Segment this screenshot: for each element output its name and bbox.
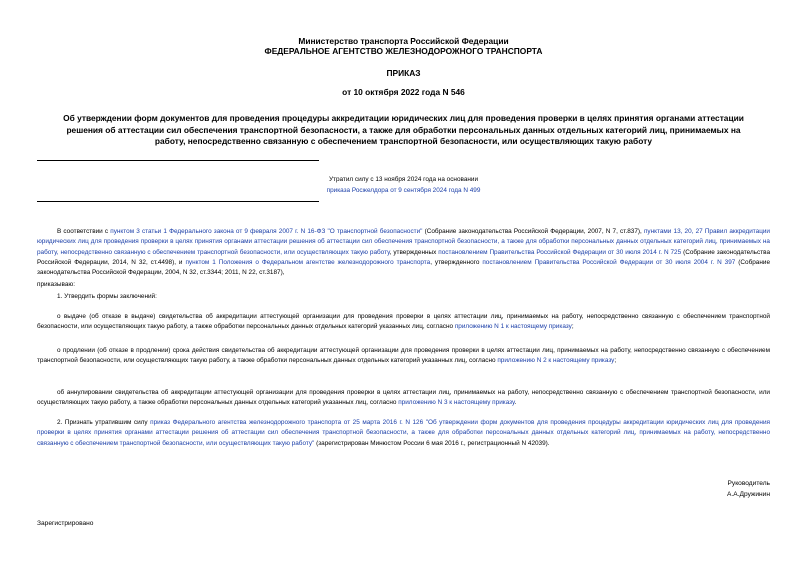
signer-name: А.А.Дружинин bbox=[727, 491, 770, 498]
preamble-text: (Собрание законодательства Российской Федерации, 2007, N 7, ст.837), bbox=[422, 228, 644, 235]
item-1: 1. Утвердить формы заключений: bbox=[57, 293, 157, 300]
form-1-end: ; bbox=[571, 323, 574, 331]
preamble-text: (Собрание законодательства Российской Федерации, 2004, N 32, ст.3344; 2011, N 22, ст.3187), bbox=[37, 258, 771, 277]
preamble-text: , утвержденных bbox=[389, 248, 439, 256]
orders-word: приказываю: bbox=[37, 281, 75, 288]
lapse-notice-line2 bbox=[0, 185, 807, 196]
form-2-text: о продлении (об отказе в продлении) срока действия свидетельства об аккредитации аттестующей организации для проведения проверки в целях аттестации лиц, принимаемых на работу, непосредственно связанную с обеспечением транспортной безопасности, или осуществляющих такую работу, а также обработки персональных данных отдельных категорий указанных лиц, согласно bbox=[37, 347, 770, 365]
appendix-2-link[interactable]: приложению N 2 к настоящему приказу bbox=[497, 357, 615, 365]
appendix-1-link[interactable]: приложению N 1 к настоящему приказу bbox=[454, 323, 572, 331]
preamble-text: , утвержденного bbox=[430, 258, 483, 266]
law-16fz-link[interactable]: пунктом 3 статьи 1 Федерального закона от 9 февраля 2007 г. N 16-ФЗ "О транспортной безопасности" bbox=[110, 228, 423, 235]
form-3-end: . bbox=[514, 399, 517, 407]
form-3-paragraph bbox=[37, 388, 770, 409]
divider-top bbox=[37, 160, 319, 161]
document-date-number: от 10 октября 2022 года N 546 bbox=[342, 87, 465, 97]
agency-name: ФЕДЕРАЛЬНОЕ АГЕНТСТВО ЖЕЛЕЗНОДОРОЖНОГО ТРАНСПОРТА bbox=[264, 46, 543, 56]
item-2-text: 2. Признать утратившим силу bbox=[57, 419, 151, 426]
form-2-paragraph bbox=[37, 346, 770, 367]
form-3-text: об аннулировании свидетельства об аккредитации аттестующей организации для проведения проверки в целях аттестации лиц, принимаемых на работу, непосредственно связанную с обеспечением транспортной безопасности, или осуществляющих такую работу, а также обработки персональных данных отдельных категорий указанных лиц, согласно bbox=[37, 389, 770, 407]
resolution-725-link[interactable]: постановлением Правительства Российской Федерации от 30 июля 2014 г. N 725 bbox=[438, 248, 682, 256]
registered-label: Зарегистрировано bbox=[37, 520, 94, 527]
lapse-order-link[interactable]: приказа Росжелдора от 9 сентября 2024 года N 499 bbox=[326, 187, 481, 194]
agency-regulation-link[interactable]: пунктом 1 Положения о Федеральном агентстве железнодорожного транспорта bbox=[185, 258, 431, 266]
preamble-paragraph bbox=[37, 227, 770, 278]
ministry-name: Министерство транспорта Российской Федерации bbox=[298, 36, 509, 46]
preamble-text: (Собрание законодательства Российской Федерации, 2014, N 32, ст.4498), и bbox=[37, 248, 770, 266]
accreditation-rules-link[interactable]: пунктами 13, 20, 27 Правил аккредитации юридических лиц для проведения проверки в целях принятия органами аттестации решения об аттестации сил обеспечения транспортной безопасности, а также для обработки персональных данных отдельных категорий лиц, принимаемых на работу, непосредственно связанную с обеспечением транспортной безопасности, или осуществляющих такую работу bbox=[37, 228, 770, 256]
repealed-order-126-link[interactable]: приказ Федерального агентства железнодорожного транспорта от 25 марта 2016 г. N 126 "Об утверждении форм документов для проведения процедуры аккредитации юридических лиц для проведения проверки в целях принятия органами аттестации решения об аттестации сил обеспечения транспортной безопасности, а также для обработки персональных данных отдельных категорий лиц, принимаемых на работу, непосредственно связанную с обеспечением транспортной безопасности, или осуществляющих такую работу" bbox=[37, 419, 770, 447]
preamble-text: В соответствии с bbox=[57, 228, 111, 235]
form-2-end: ; bbox=[614, 357, 617, 365]
lapse-notice: Утратил силу с 13 ноября 2024 года на основании bbox=[328, 176, 479, 183]
document-title: Об утверждении форм документов для проведения процедуры аккредитации юридических лиц для проведения проверки в целях принятия органами аттестации решения об аттестации сил обеспечения транспортной безопасности, а также для обработки персональных данных отдельных категорий лиц, принимаемых на работу, непосредственно связанную с обеспечением транспортной безопасности, или осуществляющих такую работу bbox=[63, 113, 744, 147]
divider-bottom bbox=[37, 201, 319, 202]
item-2-paragraph bbox=[37, 418, 770, 449]
resolution-397-link[interactable]: постановлением Правительства Российской Федерации от 30 июля 2004 г. N 397 bbox=[482, 258, 736, 266]
appendix-3-link[interactable]: приложению N 3 к настоящему приказу bbox=[398, 399, 515, 407]
document-type: ПРИКАЗ bbox=[386, 68, 421, 78]
item-2-end: (зарегистрирован Минюстом России 6 мая 2016 г., регистрационный N 42039). bbox=[314, 439, 550, 447]
form-1-paragraph bbox=[37, 312, 770, 333]
form-1-text: о выдаче (об отказе в выдаче) свидетельства об аккредитации аттестующей организации для проведения проверки в целях аттестации лиц, принимаемых на работу, непосредственно связанную с обеспечением транспортной безопасности, или осуществляющих такую работу, а также обработки персональных данных отдельных категорий указанных лиц, согласно bbox=[37, 313, 770, 331]
signer-position: Руководитель bbox=[727, 480, 770, 487]
